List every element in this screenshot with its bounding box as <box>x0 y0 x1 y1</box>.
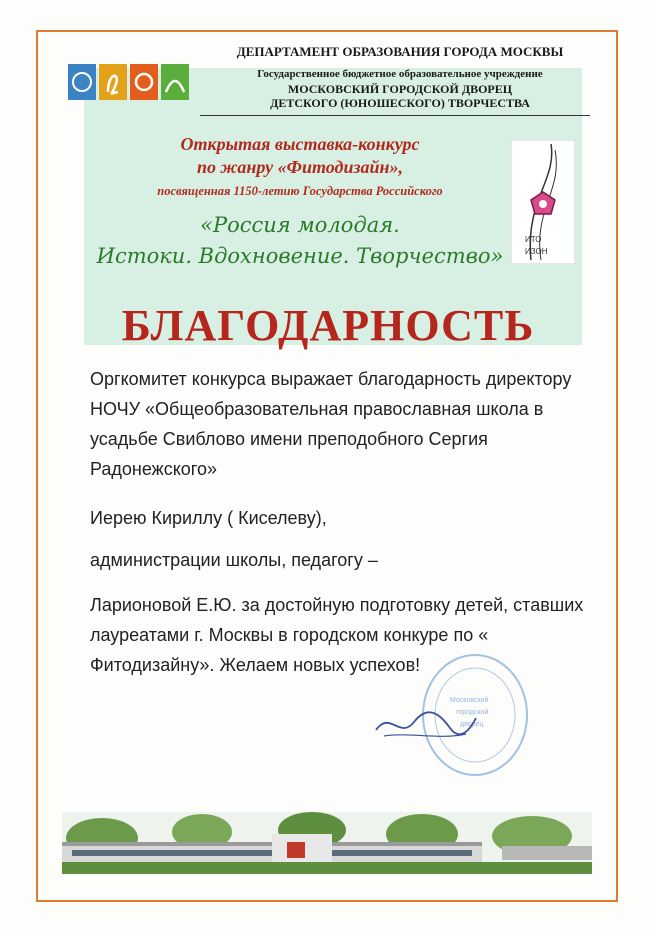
signature-icon <box>370 700 480 750</box>
teacher-paragraph: Ларионовой Е.Ю. за достойную подготовку детей, ставших лауреатами г. Москвы в городском конкуре по « Фитодизайну». Желаем новых успехов! <box>90 595 584 675</box>
svg-text:Московский: Московский <box>450 697 489 704</box>
department-name: ДЕПАРТАМЕНТ ОБРАЗОВАНИЯ ГОРОДА МОСКВЫ <box>236 44 564 59</box>
svg-text:ИЗОН: ИЗОН <box>525 247 548 256</box>
institution-type: Государственное бюджетное образовательное учреждение <box>257 68 543 80</box>
gratitude-paragraph: Оргкомитет конкурса выражает благодарность директору НОЧУ «Общеобразовательная православная школа в усадьбе Свиблово имени преподобного Сергия Радонежского» <box>90 369 572 479</box>
svg-text:дворец: дворец <box>460 721 484 728</box>
institution-name-line1: МОСКОВСКИЙ ГОРОДСКОЙ ДВОРЕЦ <box>287 82 513 96</box>
institution-name-line2: ДЕТСКОГО (ЮНОШЕСКОГО) ТВОРЧЕСТВА <box>270 96 530 110</box>
exhibition-dedication: посвященная 1150-летию Государства Российского <box>157 184 443 198</box>
header-divider <box>200 115 590 116</box>
slogan-line2: Истоки. Вдохновение. Творчество» <box>96 244 504 268</box>
slogan-line1: «Россия молодая. <box>200 213 400 237</box>
palace-logo-icon <box>68 62 190 102</box>
emblem-icon <box>511 140 575 264</box>
certificate-title: БЛАГОДАРНОСТЬ <box>121 301 535 350</box>
recipient-line: Иерею Кириллу ( Киселеву), <box>90 508 327 528</box>
svg-text:городской: городской <box>456 709 489 716</box>
palace-building-image <box>62 812 592 874</box>
svg-text:ИТО: ИТО <box>525 235 542 244</box>
exhibition-title-line2: по жанру «Фитодизайн», <box>197 157 403 177</box>
administration-line: администрации школы, педагогу – <box>90 550 378 570</box>
exhibition-title-line1: Открытая выставка-конкурс <box>180 134 420 154</box>
